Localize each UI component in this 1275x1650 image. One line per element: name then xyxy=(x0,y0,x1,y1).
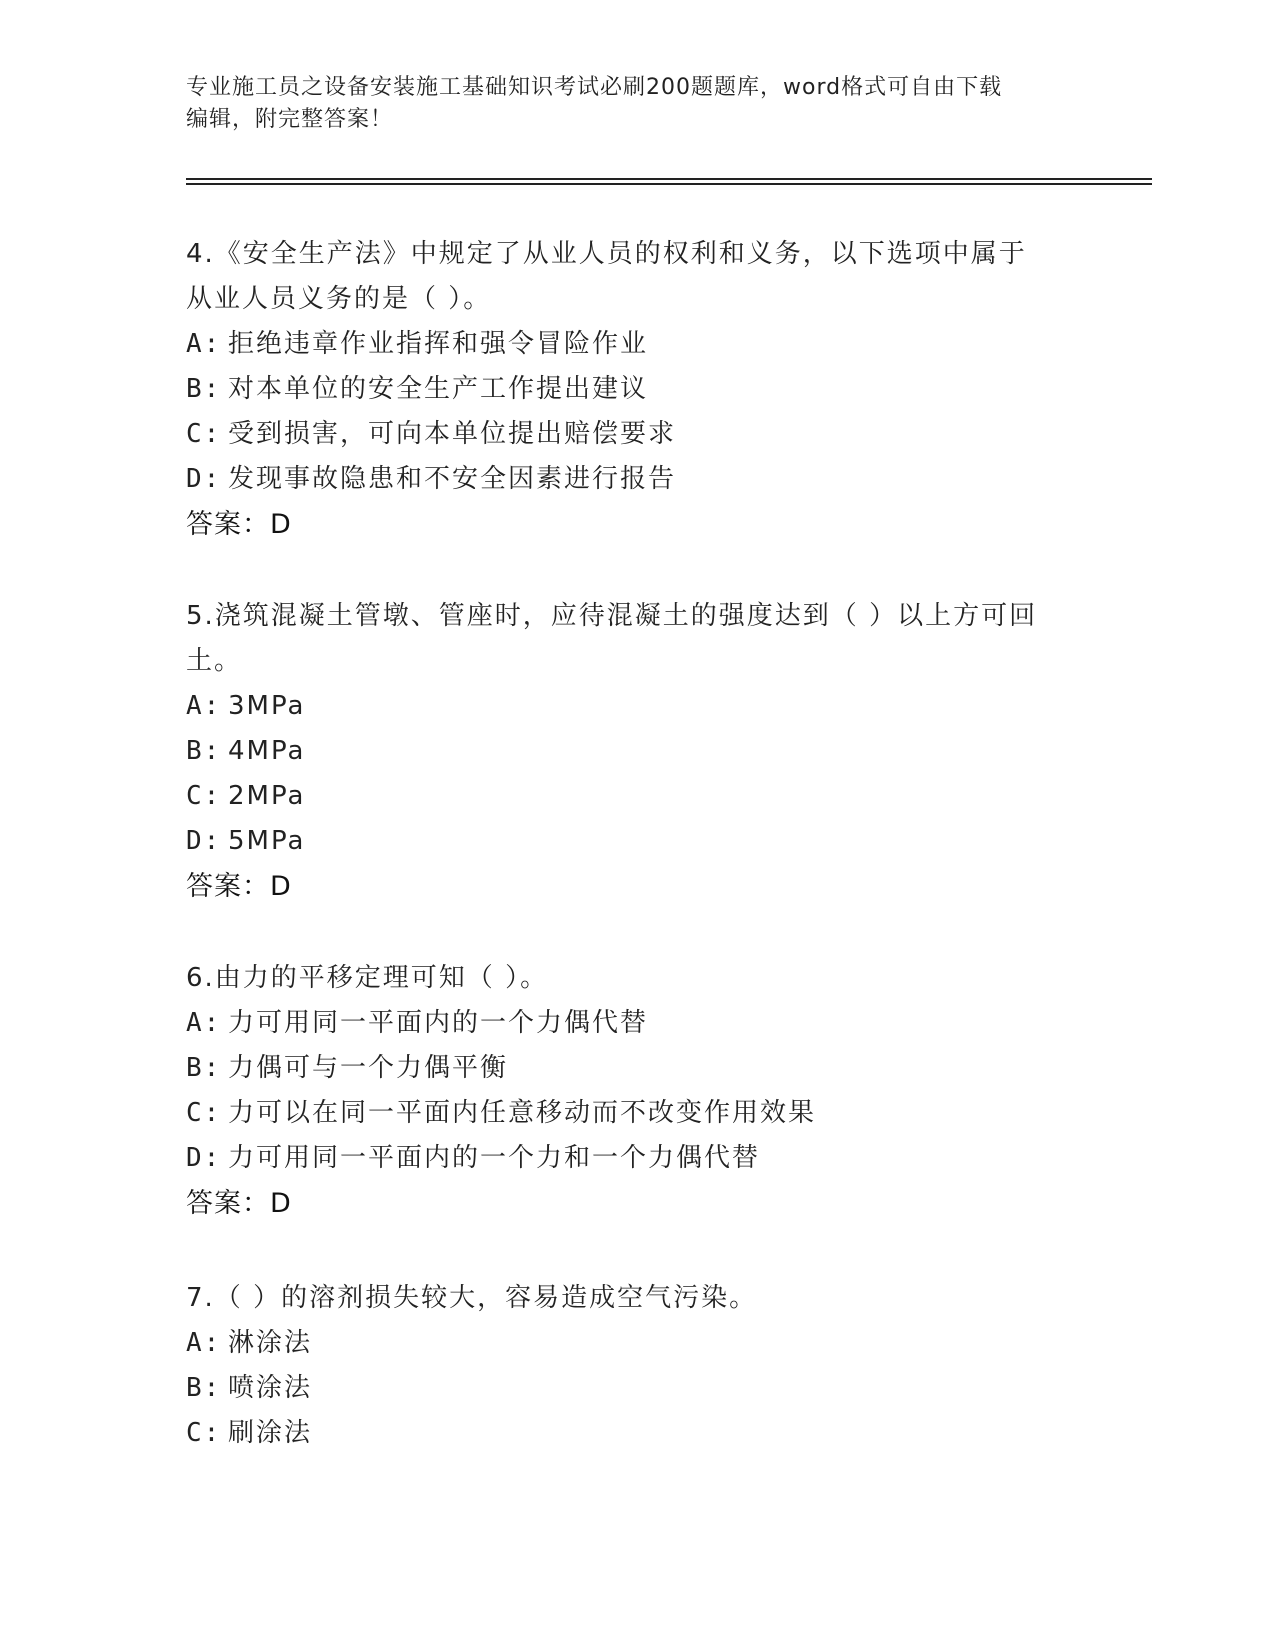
option-d xyxy=(186,457,1086,502)
option-text: 力偶可与一个力偶平衡 xyxy=(228,1053,509,1083)
option-text: 4MPa xyxy=(228,736,306,766)
option-text: 3MPa xyxy=(228,691,306,721)
option-text: 喷涂法 xyxy=(228,1373,313,1403)
question-text xyxy=(186,232,1086,322)
document-header xyxy=(186,72,1086,136)
option-text: 刷涂法 xyxy=(228,1418,313,1448)
option-letter: B: xyxy=(186,1053,222,1083)
option-text: 受到损害，可向本单位提出赔偿要求 xyxy=(228,419,677,449)
option-d xyxy=(186,1136,1086,1181)
option-letter: A: xyxy=(186,1328,222,1358)
option-text: 力可以在同一平面内任意移动而不改变作用效果 xyxy=(228,1098,817,1128)
option-letter: B: xyxy=(186,1373,222,1403)
answer: 答案：D xyxy=(186,509,292,540)
option-a xyxy=(186,322,1086,367)
question-text xyxy=(186,956,1086,1001)
option-c xyxy=(186,1091,1086,1136)
option-text: 拒绝违章作业指挥和强令冒险作业 xyxy=(228,329,649,359)
option-letter: A: xyxy=(186,691,222,721)
option-letter: B: xyxy=(186,374,222,404)
option-text: 对本单位的安全生产工作提出建议 xyxy=(228,374,649,404)
option-text: 2MPa xyxy=(228,781,306,811)
question-text-line: 4.《安全生产法》中规定了从业人员的权利和义务，以下选项中属于 xyxy=(186,239,1027,269)
option-b xyxy=(186,1046,1086,1091)
option-letter: D: xyxy=(186,464,222,494)
option-letter: C: xyxy=(186,781,222,811)
header-line-1: 专业施工员之设备安装施工基础知识考试必刷200题题库，word格式可自由下载 xyxy=(186,75,1003,100)
option-letter: A: xyxy=(186,329,222,359)
question-text-line: 从业人员义务的是（ ）。 xyxy=(186,284,492,314)
option-d xyxy=(186,819,1086,864)
option-letter: A: xyxy=(186,1008,222,1038)
option-text: 淋涂法 xyxy=(228,1328,313,1358)
option-letter: B: xyxy=(186,736,222,766)
option-b xyxy=(186,729,1086,774)
answer: 答案：D xyxy=(186,871,292,902)
answer: 答案：D xyxy=(186,1188,292,1219)
option-letter: C: xyxy=(186,1098,222,1128)
option-b xyxy=(186,1366,1086,1411)
option-text: 5MPa xyxy=(228,826,306,856)
question-4 xyxy=(186,232,1086,548)
question-text xyxy=(186,1276,1086,1321)
option-text: 力可用同一平面内的一个力偶代替 xyxy=(228,1008,649,1038)
question-5 xyxy=(186,594,1086,910)
question-7 xyxy=(186,1276,1086,1456)
option-c xyxy=(186,412,1086,457)
header-line-2: 编辑，附完整答案！ xyxy=(186,107,394,132)
option-a xyxy=(186,1321,1086,1366)
option-a xyxy=(186,684,1086,729)
question-text-line: 7.（ ）的溶剂损失较大，容易造成空气污染。 xyxy=(186,1283,758,1313)
option-c xyxy=(186,1411,1086,1456)
option-text: 力可用同一平面内的一个力和一个力偶代替 xyxy=(228,1143,761,1173)
option-letter: C: xyxy=(186,419,222,449)
option-letter: D: xyxy=(186,1143,222,1173)
question-6 xyxy=(186,956,1086,1227)
question-text-line: 土。 xyxy=(186,646,243,676)
option-b xyxy=(186,367,1086,412)
question-text xyxy=(186,594,1086,684)
header-divider-bottom xyxy=(186,183,1152,185)
question-text-line: 6.由力的平移定理可知（ ）。 xyxy=(186,963,549,993)
header-divider-top xyxy=(186,178,1152,180)
option-a xyxy=(186,1001,1086,1046)
option-letter: C: xyxy=(186,1418,222,1448)
option-c xyxy=(186,774,1086,819)
option-letter: D: xyxy=(186,826,222,856)
option-text: 发现事故隐患和不安全因素进行报告 xyxy=(228,464,677,494)
question-text-line: 5.浇筑混凝土管墩、管座时，应待混凝土的强度达到（ ）以上方可回 xyxy=(186,601,1038,631)
